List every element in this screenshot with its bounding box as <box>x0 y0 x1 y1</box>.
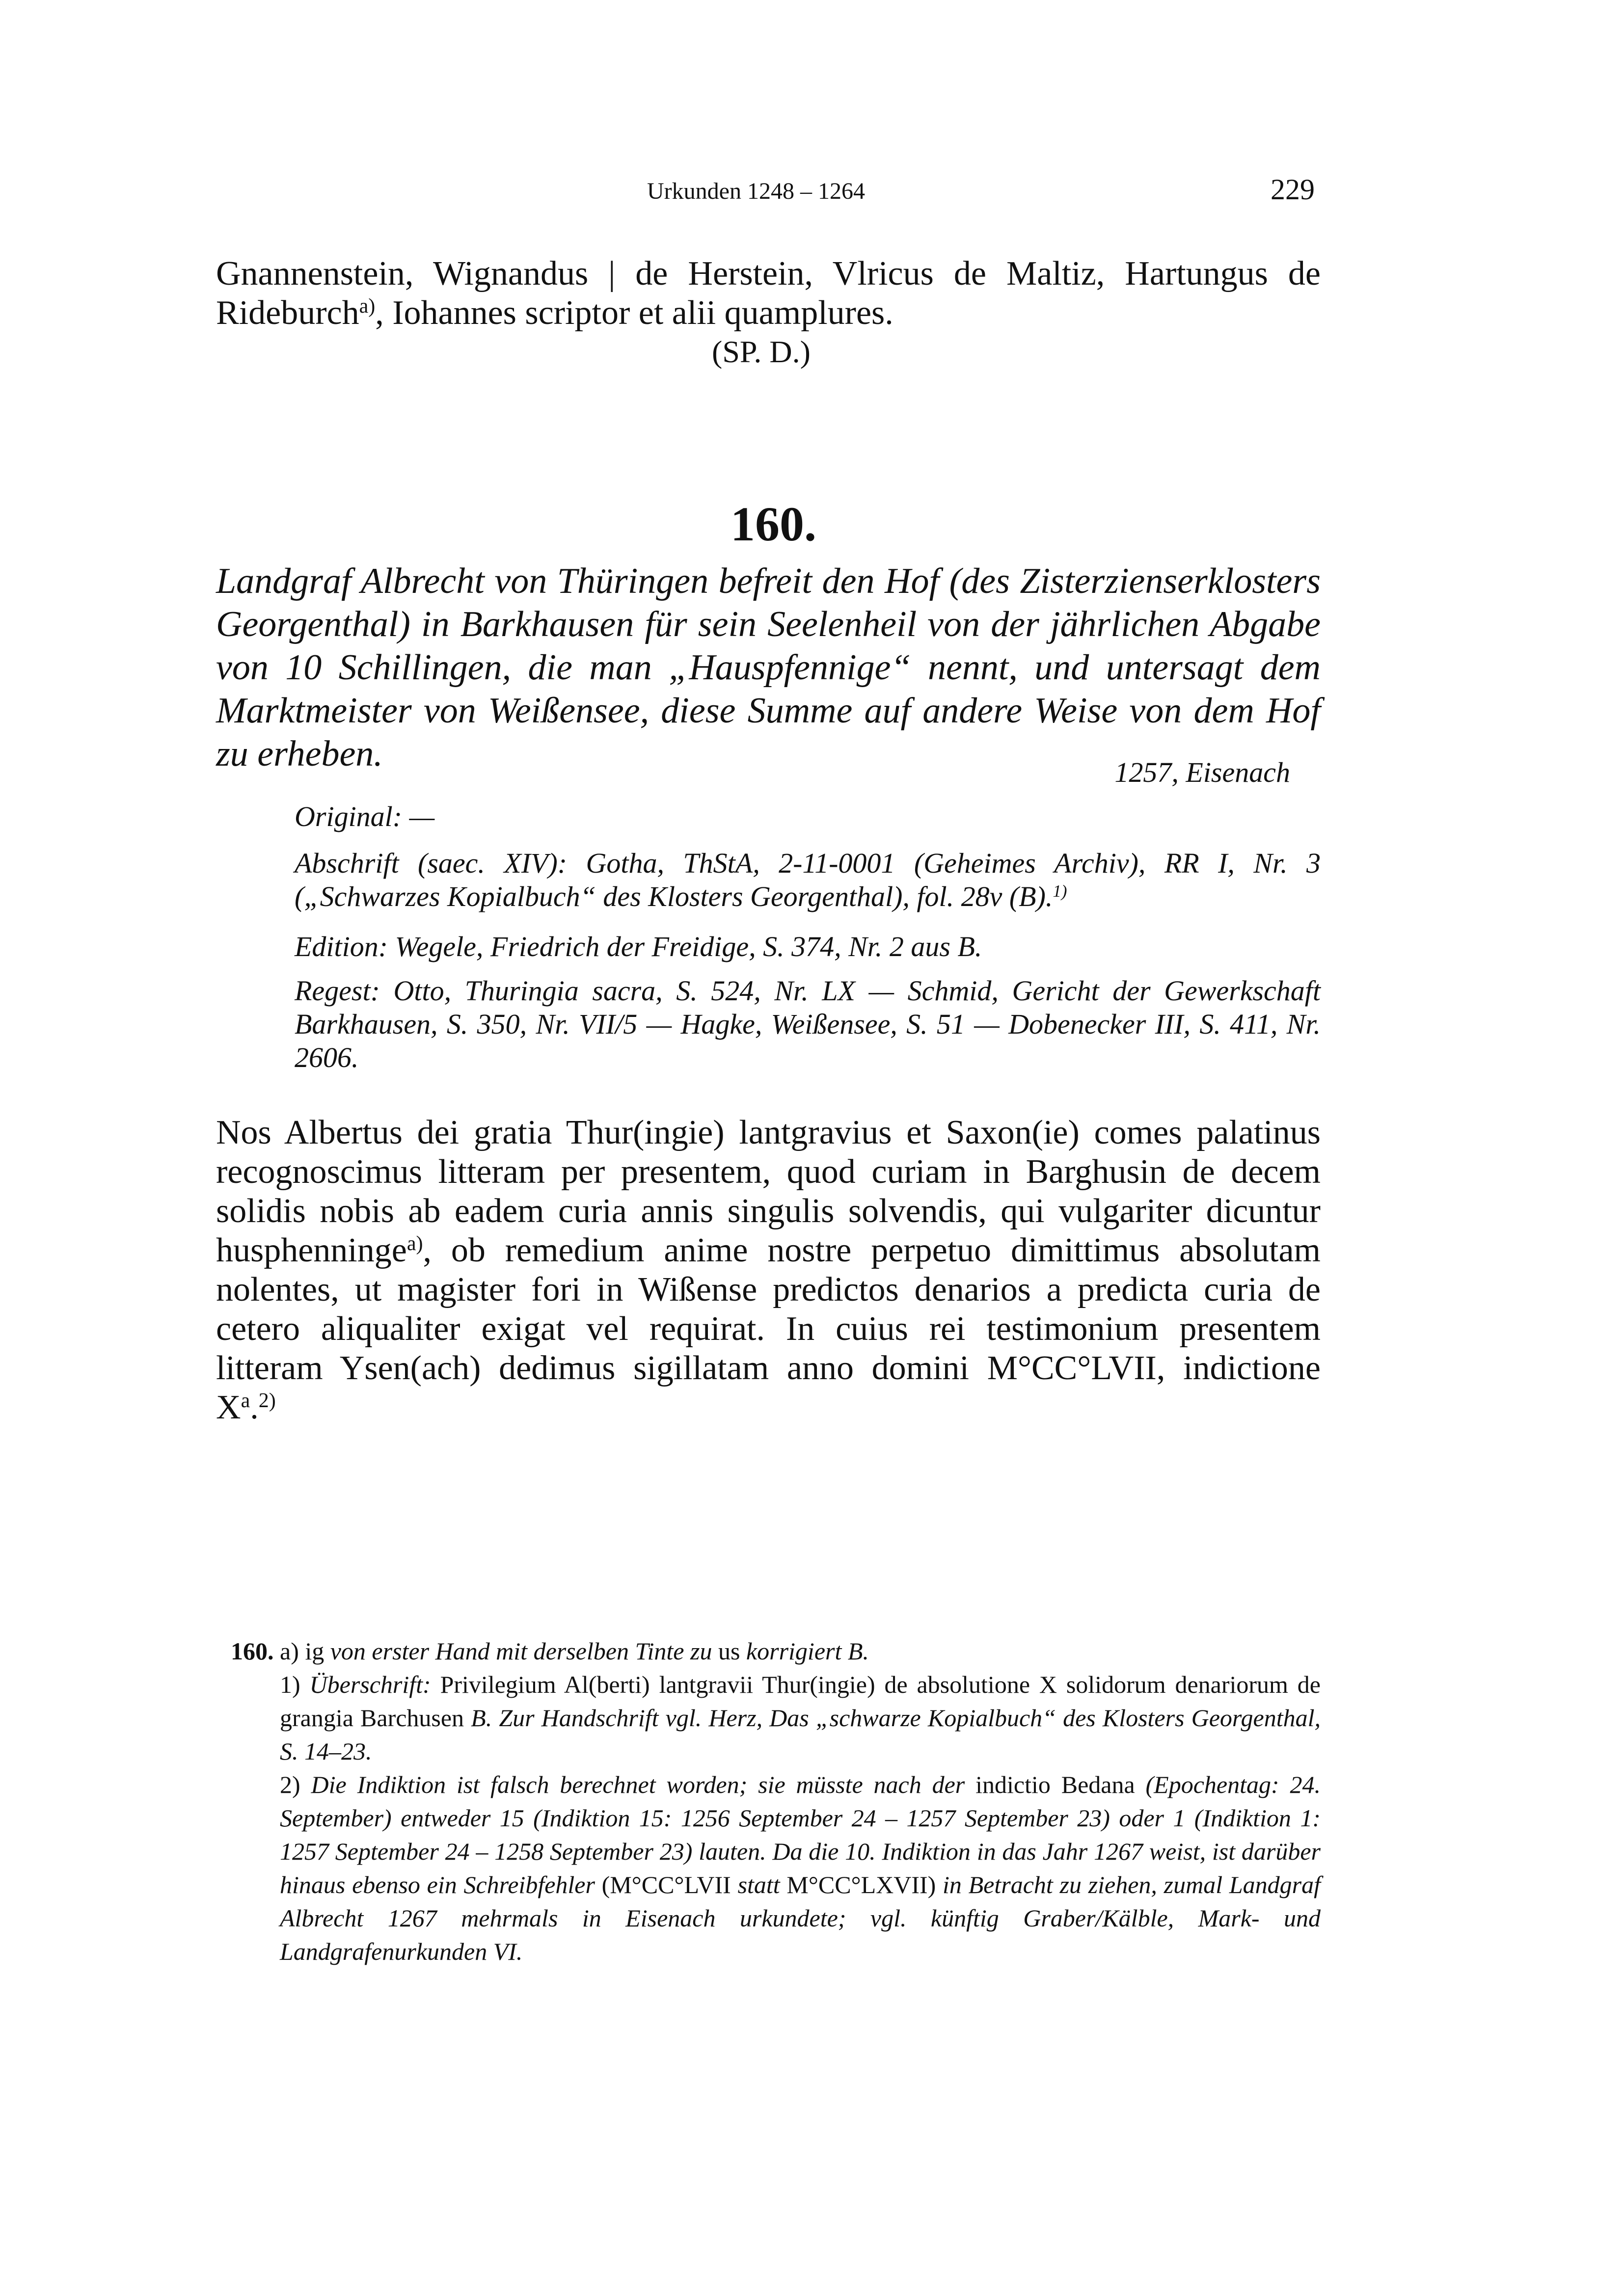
footnote-1 <box>280 1668 1321 1768</box>
footnote-part: B. Zur Handschrift vgl. Herz, Das „schwarze Kopialbuch“ des Klosters Georgenthal, S. 14–23. <box>280 1704 1321 1765</box>
footnote-2 <box>280 1768 1321 1968</box>
previous-document-ending <box>216 254 1321 333</box>
footnote-part: (M°CC°LVII <box>595 1871 738 1898</box>
footnote-part: korrigiert B. <box>746 1637 869 1665</box>
document-summary: Landgraf Albrecht von Thüringen befreit den Hof (des Zisterzienserklosters Georgenthal) in Barkhausen für sein Seelenheil von der jährlichen Abgabe von 10 Schillingen, die man „Hauspfennige“ nennt, und untersagt dem Marktmeister von Weißensee, diese Summe auf andere Weise von dem Hof zu erheben. <box>216 561 1321 774</box>
edition-info: Edition: Wegele, Friedrich der Freidige, S. 374, Nr. 2 aus B. <box>295 931 982 962</box>
charter-text-part: Nos Albertus dei gratia Thur(ingie) lantgravius et Saxon(ie) comes palatinus recognoscimus litteram per presentem, quod curiam in Barghusin de decem solidis nobis ab eadem curia annis singulis solvendis, qui vulgariter dicuntur husphenninge <box>216 1114 1321 1269</box>
seal-notation: (SP. D.) <box>712 334 811 369</box>
footnote-part: Die Indiktion ist falsch berechnet worden; sie müsste nach der <box>311 1771 965 1798</box>
page-number: 229 <box>1271 173 1315 206</box>
copy-text: Abschrift (saec. XIV): Gotha, ThStA, 2-11-0001 (Geheimes Archiv), RR I, Nr. 3 („Schwarzes Kopialbuch“ des Klosters Georgenthal), fol. 28v (B). <box>295 847 1321 912</box>
footnote-a <box>280 1634 1321 1668</box>
superscript: a <box>241 1389 250 1412</box>
footnote-part: statt <box>737 1871 780 1898</box>
continuation-text: Gnannenstein, Wignandus | de Herstein, Vlricus de Maltiz, Hartungus de Rideburch <box>216 255 1321 332</box>
copy-info <box>295 847 1321 913</box>
footnotes <box>231 1634 1321 1968</box>
footnote-part: indictio Bedana <box>965 1771 1146 1798</box>
running-title: Urkunden 1248 – 1264 <box>647 178 865 204</box>
footnote-part: Privilegium Al(berti) lantgravii Thur(ingie) de absolutione X solidorum denariorum de grangia Barchusen <box>280 1671 1321 1732</box>
footnote-part: 2) <box>280 1771 311 1798</box>
footnote-part: 1) <box>280 1671 310 1698</box>
charter-text-part: . <box>250 1388 259 1426</box>
note-marker: 1) <box>1053 881 1067 901</box>
footnote-part: M°CC°LXVII) <box>780 1871 943 1898</box>
date-place: 1257, Eisenach <box>1114 756 1290 788</box>
document-number: 160. <box>731 497 816 551</box>
regest-references: Regest: Otto, Thuringia sacra, S. 524, Nr. LX — Schmid, Gericht der Gewerkschaft Barkhausen, S. 350, Nr. VII/5 — Hagke, Weißensee, S. 51 — Dobenecker III, S. 411, Nr. 2606. <box>295 975 1321 1073</box>
charter-text <box>216 1113 1321 1427</box>
continuation-text: , Iohannes scriptor et alii quamplures. <box>375 294 893 332</box>
note-marker: a) <box>359 294 376 318</box>
footnote-part: a) ig <box>280 1637 330 1665</box>
footnote-part: Überschrift: <box>309 1671 431 1698</box>
footnote-part: us <box>712 1637 746 1665</box>
footnote-part: in Betracht zu ziehen, zumal Landgraf Albrecht 1267 mehrmals in Eisenach urkundete; vgl. künftig Graber/Kälble, Mark- und Landgrafenurkunden VI. <box>280 1871 1321 1965</box>
footnote-document-number: 160. <box>231 1637 274 1665</box>
note-marker: a) <box>406 1232 423 1255</box>
charter-text-part: , ob remedium anime nostre perpetuo dimittimus absolutam nolentes, ut magister fori in Wißense predictos denarios a predicta curia de cetero aliqualiter exigat vel requirat. In cuius rei testimonium presentem litteram Ysen(ach) dedimus sigillatam anno domini M°CC°LVII, indictione X <box>216 1231 1321 1426</box>
original-info: Original: — <box>295 801 435 832</box>
footnote-part: von erster Hand mit derselben Tinte zu <box>330 1637 712 1665</box>
footnote-part: (Epochentag: 24. September) entweder 15 (Indiktion 15: 1256 September 24 – 1257 September 23) oder 1 (Indiktion 1: 1257 September 24 – 1258 September 23) lauten. Da die 10. Indiktion in das Jahr 1267 weist, ist darüber hinaus ebenso ein Schreibfehler <box>280 1771 1321 1898</box>
note-marker: 2) <box>258 1389 276 1412</box>
